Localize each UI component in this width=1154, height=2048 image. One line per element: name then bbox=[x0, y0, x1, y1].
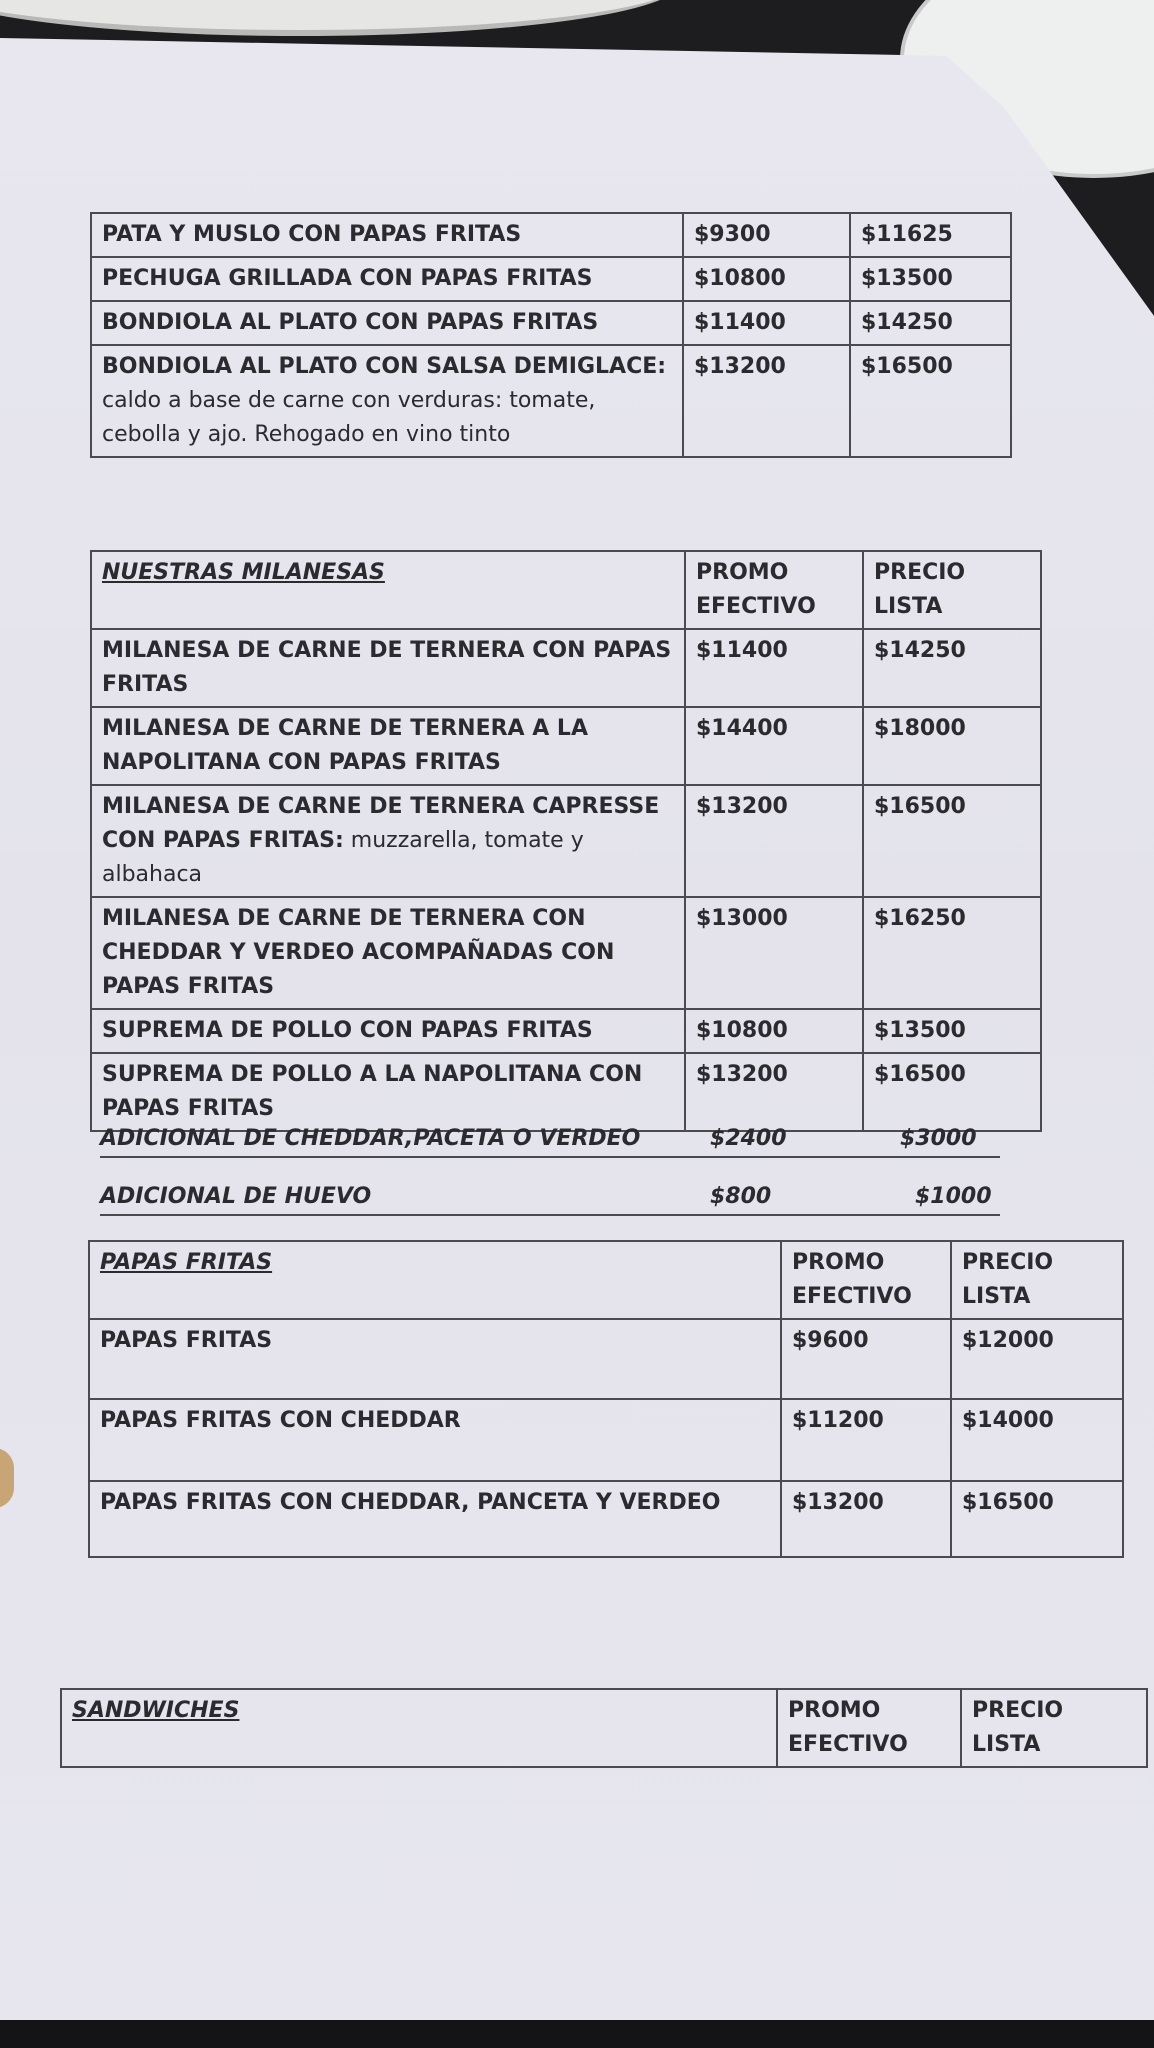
item-promo-price: $13200 bbox=[685, 1053, 863, 1131]
item-name: PATA Y MUSLO CON PAPAS FRITAS bbox=[102, 222, 522, 247]
item-name: MILANESA DE CARNE DE TERNERA CAPRESSE CON PAPAS FRITAS: bbox=[102, 794, 660, 853]
item-name: PAPAS FRITAS CON CHEDDAR bbox=[100, 1408, 461, 1433]
col-header-promo: PROMO EFECTIVO bbox=[781, 1241, 951, 1319]
table-row bbox=[89, 1399, 1123, 1481]
extra-name: ADICIONAL DE CHEDDAR,PACETA O VERDEO bbox=[100, 1126, 641, 1151]
table-row bbox=[89, 1481, 1123, 1557]
item-name: SUPREMA DE POLLO CON PAPAS FRITAS bbox=[102, 1018, 593, 1043]
item-desc: muzzarella, tomate y albahaca bbox=[102, 828, 584, 887]
item-name: MILANESA DE CARNE DE TERNERA CON PAPAS FRITAS bbox=[102, 638, 672, 697]
table-row bbox=[91, 257, 1011, 301]
table-row bbox=[91, 785, 1041, 897]
item-name: PAPAS FRITAS bbox=[100, 1328, 273, 1353]
extra-list-price: $3000 bbox=[900, 1126, 977, 1151]
section-title: NUESTRAS MILANESAS bbox=[102, 560, 385, 585]
item-name: PECHUGA GRILLADA CON PAPAS FRITAS bbox=[102, 266, 593, 291]
item-list-price: $16500 bbox=[951, 1481, 1123, 1557]
item-promo-price: $11200 bbox=[781, 1399, 951, 1481]
table-row bbox=[91, 301, 1011, 345]
item-name: PAPAS FRITAS CON CHEDDAR, PANCETA Y VERDEO bbox=[100, 1490, 721, 1515]
item-promo-price: $10800 bbox=[683, 257, 850, 301]
item-list-price: $12000 bbox=[951, 1319, 1123, 1399]
item-name: MILANESA DE CARNE DE TERNERA CON CHEDDAR Y VERDEO ACOMPAÑADAS CON PAPAS FRITAS bbox=[102, 906, 615, 999]
item-name: BONDIOLA AL PLATO CON SALSA DEMIGLACE: bbox=[102, 354, 667, 379]
extra-row bbox=[100, 1122, 1000, 1158]
item-list-price: $14250 bbox=[863, 629, 1041, 707]
table-row bbox=[89, 1319, 1123, 1399]
item-name: BONDIOLA AL PLATO CON PAPAS FRITAS bbox=[102, 310, 599, 335]
item-promo-price: $13200 bbox=[685, 785, 863, 897]
col-header-lista: PRECIO LISTA bbox=[863, 551, 1041, 629]
table-row bbox=[91, 213, 1011, 257]
col-header-promo: PROMO EFECTIVO bbox=[685, 551, 863, 629]
item-promo-price: $14400 bbox=[685, 707, 863, 785]
col-header-lista: PRECIO LISTA bbox=[951, 1241, 1123, 1319]
item-list-price: $16250 bbox=[863, 897, 1041, 1009]
table-row bbox=[91, 897, 1041, 1009]
item-list-price: $16500 bbox=[863, 785, 1041, 897]
item-list-price: $16500 bbox=[850, 345, 1011, 457]
table-header-row bbox=[91, 551, 1041, 629]
table-row bbox=[91, 1009, 1041, 1053]
extra-promo-price: $800 bbox=[710, 1184, 772, 1209]
table-header-row bbox=[89, 1241, 1123, 1319]
item-promo-price: $11400 bbox=[683, 301, 850, 345]
table-row bbox=[91, 707, 1041, 785]
table-row bbox=[91, 1053, 1041, 1131]
extra-promo-price: $2400 bbox=[710, 1126, 787, 1151]
item-list-price: $14250 bbox=[850, 301, 1011, 345]
plate-left bbox=[0, 0, 680, 36]
item-promo-price: $10800 bbox=[685, 1009, 863, 1053]
item-promo-price: $11400 bbox=[685, 629, 863, 707]
sandwiches-table bbox=[60, 1688, 1148, 1768]
item-list-price: $16500 bbox=[863, 1053, 1041, 1131]
item-list-price: $11625 bbox=[850, 213, 1011, 257]
extra-row bbox=[100, 1180, 1000, 1216]
item-promo-price: $9600 bbox=[781, 1319, 951, 1399]
section-title: SANDWICHES bbox=[72, 1698, 240, 1723]
item-list-price: $18000 bbox=[863, 707, 1041, 785]
extra-list-price: $1000 bbox=[915, 1184, 992, 1209]
top-table bbox=[90, 212, 1012, 458]
milanesas-table bbox=[90, 550, 1042, 1132]
item-desc: caldo a base de carne con verduras: tomate, cebolla y ajo. Rehogado en vino tinto bbox=[102, 388, 596, 447]
table-header-row bbox=[61, 1689, 1147, 1767]
papas-table bbox=[88, 1240, 1124, 1558]
item-name: SUPREMA DE POLLO A LA NAPOLITANA CON PAPAS FRITAS bbox=[102, 1062, 643, 1121]
item-list-price: $14000 bbox=[951, 1399, 1123, 1481]
item-promo-price: $13200 bbox=[683, 345, 850, 457]
section-title: PAPAS FRITAS bbox=[100, 1250, 273, 1275]
table-surface bbox=[0, 2020, 1154, 2048]
item-promo-price: $13200 bbox=[781, 1481, 951, 1557]
col-header-promo: PROMO EFECTIVO bbox=[777, 1689, 961, 1767]
item-name: MILANESA DE CARNE DE TERNERA A LA NAPOLITANA CON PAPAS FRITAS bbox=[102, 716, 588, 775]
item-promo-price: $9300 bbox=[683, 213, 850, 257]
item-list-price: $13500 bbox=[850, 257, 1011, 301]
table-row bbox=[91, 629, 1041, 707]
extra-name: ADICIONAL DE HUEVO bbox=[100, 1184, 372, 1209]
item-list-price: $13500 bbox=[863, 1009, 1041, 1053]
col-header-lista: PRECIO LISTA bbox=[961, 1689, 1147, 1767]
table-row bbox=[91, 345, 1011, 457]
item-promo-price: $13000 bbox=[685, 897, 863, 1009]
